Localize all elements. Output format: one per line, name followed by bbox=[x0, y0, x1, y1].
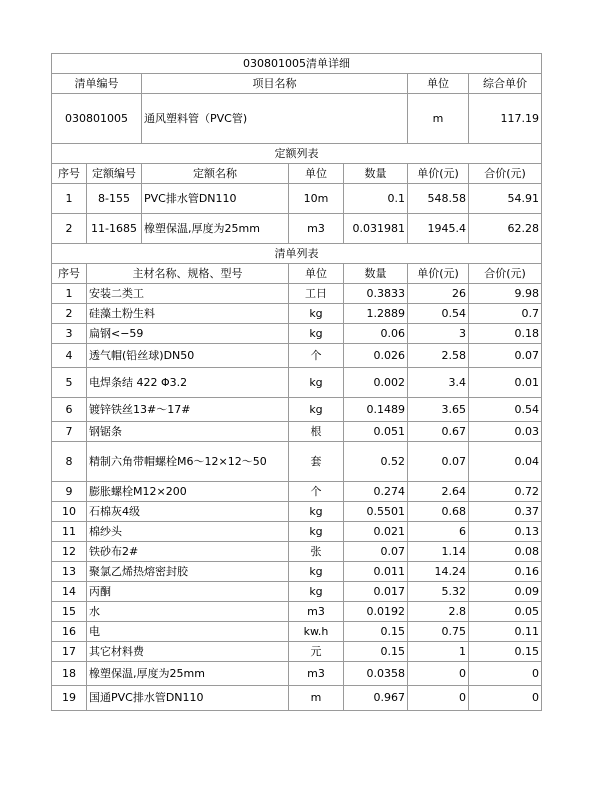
quota-name: 橡塑保温,厚度为25mm bbox=[142, 214, 289, 244]
bill-code: 030801005 bbox=[52, 94, 142, 144]
material-row bbox=[52, 522, 542, 542]
material-name: 安装二类工 bbox=[87, 284, 289, 304]
material-row bbox=[52, 562, 542, 582]
material-unit: kg bbox=[289, 398, 344, 422]
material-unit: kg bbox=[289, 324, 344, 344]
material-qty: 0.5501 bbox=[344, 502, 408, 522]
material-seq: 2 bbox=[52, 304, 87, 324]
material-section-title: 清单列表 bbox=[52, 244, 542, 264]
material-total: 0.05 bbox=[469, 602, 542, 622]
material-unit: kg bbox=[289, 502, 344, 522]
material-price: 14.24 bbox=[408, 562, 469, 582]
material-seq: 3 bbox=[52, 324, 87, 344]
material-row bbox=[52, 602, 542, 622]
quota-unit-header: 单位 bbox=[289, 164, 344, 184]
material-unit: kg bbox=[289, 368, 344, 398]
material-price: 0.67 bbox=[408, 422, 469, 442]
quota-code: 8-155 bbox=[87, 184, 142, 214]
material-row bbox=[52, 422, 542, 442]
bill-price-header: 综合单价 bbox=[469, 74, 542, 94]
material-seq: 13 bbox=[52, 562, 87, 582]
material-price: 0.75 bbox=[408, 622, 469, 642]
bill-header-row bbox=[52, 74, 542, 94]
quota-code-header: 定额编号 bbox=[87, 164, 142, 184]
material-row bbox=[52, 368, 542, 398]
material-row bbox=[52, 686, 542, 711]
material-name: 棉纱头 bbox=[87, 522, 289, 542]
quota-qty: 0.031981 bbox=[344, 214, 408, 244]
material-qty: 0.002 bbox=[344, 368, 408, 398]
material-name: 国通PVC排水管DN110 bbox=[87, 686, 289, 711]
bill-unit: m bbox=[408, 94, 469, 144]
material-price: 2.64 bbox=[408, 482, 469, 502]
material-price: 0.54 bbox=[408, 304, 469, 324]
material-total: 9.98 bbox=[469, 284, 542, 304]
material-name: 膨胀螺栓M12×200 bbox=[87, 482, 289, 502]
material-qty: 0.274 bbox=[344, 482, 408, 502]
material-qty: 0.52 bbox=[344, 442, 408, 482]
material-qty: 0.1489 bbox=[344, 398, 408, 422]
material-total: 0.04 bbox=[469, 442, 542, 482]
material-qty: 0.06 bbox=[344, 324, 408, 344]
material-qty-header: 数量 bbox=[344, 264, 408, 284]
material-unit: kg bbox=[289, 522, 344, 542]
material-qty: 0.15 bbox=[344, 622, 408, 642]
material-total: 0.15 bbox=[469, 642, 542, 662]
material-total: 0.16 bbox=[469, 562, 542, 582]
material-price: 0.07 bbox=[408, 442, 469, 482]
material-seq: 1 bbox=[52, 284, 87, 304]
bill-code-header: 清单编号 bbox=[52, 74, 142, 94]
material-unit: 个 bbox=[289, 344, 344, 368]
material-unit: kg bbox=[289, 304, 344, 324]
material-row bbox=[52, 622, 542, 642]
material-price: 5.32 bbox=[408, 582, 469, 602]
material-seq: 4 bbox=[52, 344, 87, 368]
quota-seq-header: 序号 bbox=[52, 164, 87, 184]
sheet-title: 030801005清单详细 bbox=[52, 54, 542, 74]
material-unit: kw.h bbox=[289, 622, 344, 642]
bill-row bbox=[52, 94, 542, 144]
material-unit: kg bbox=[289, 562, 344, 582]
quota-price-header: 单价(元) bbox=[408, 164, 469, 184]
material-total: 0 bbox=[469, 686, 542, 711]
quota-total: 62.28 bbox=[469, 214, 542, 244]
material-name: 镀锌铁丝13#～17# bbox=[87, 398, 289, 422]
material-name: 丙酮 bbox=[87, 582, 289, 602]
material-row bbox=[52, 662, 542, 686]
quota-seq: 1 bbox=[52, 184, 87, 214]
material-row bbox=[52, 344, 542, 368]
quota-code: 11-1685 bbox=[87, 214, 142, 244]
material-seq: 17 bbox=[52, 642, 87, 662]
material-row bbox=[52, 502, 542, 522]
material-total: 0.37 bbox=[469, 502, 542, 522]
material-section-row bbox=[52, 244, 542, 264]
material-seq-header: 序号 bbox=[52, 264, 87, 284]
material-total: 0.18 bbox=[469, 324, 542, 344]
material-price: 2.58 bbox=[408, 344, 469, 368]
material-seq: 10 bbox=[52, 502, 87, 522]
material-seq: 5 bbox=[52, 368, 87, 398]
material-price: 2.8 bbox=[408, 602, 469, 622]
material-row bbox=[52, 304, 542, 324]
quota-qty: 0.1 bbox=[344, 184, 408, 214]
material-seq: 11 bbox=[52, 522, 87, 542]
material-row bbox=[52, 582, 542, 602]
material-qty: 0.017 bbox=[344, 582, 408, 602]
material-name: 精制六角带帽螺栓M6～12×12～50 bbox=[87, 442, 289, 482]
material-unit: 工日 bbox=[289, 284, 344, 304]
material-qty: 0.026 bbox=[344, 344, 408, 368]
material-seq: 6 bbox=[52, 398, 87, 422]
quota-header-row bbox=[52, 164, 542, 184]
material-seq: 16 bbox=[52, 622, 87, 642]
quota-name: PVC排水管DN110 bbox=[142, 184, 289, 214]
material-qty: 0.967 bbox=[344, 686, 408, 711]
bill-name: 通风塑料管（PVC管) bbox=[142, 94, 408, 144]
title-row bbox=[52, 54, 542, 74]
material-unit: 张 bbox=[289, 542, 344, 562]
material-total: 0 bbox=[469, 662, 542, 686]
bill-detail-table bbox=[51, 53, 542, 711]
material-qty: 0.0358 bbox=[344, 662, 408, 686]
material-name-header: 主材名称、规格、型号 bbox=[87, 264, 289, 284]
material-price: 0 bbox=[408, 662, 469, 686]
material-seq: 15 bbox=[52, 602, 87, 622]
quota-price: 548.58 bbox=[408, 184, 469, 214]
material-price: 6 bbox=[408, 522, 469, 542]
material-qty: 1.2889 bbox=[344, 304, 408, 324]
material-total: 0.7 bbox=[469, 304, 542, 324]
material-unit-header: 单位 bbox=[289, 264, 344, 284]
material-seq: 9 bbox=[52, 482, 87, 502]
material-price-header: 单价(元) bbox=[408, 264, 469, 284]
material-price: 1.14 bbox=[408, 542, 469, 562]
material-price: 26 bbox=[408, 284, 469, 304]
quota-row bbox=[52, 214, 542, 244]
material-unit: 元 bbox=[289, 642, 344, 662]
material-total: 0.11 bbox=[469, 622, 542, 642]
material-name: 铁砂布2# bbox=[87, 542, 289, 562]
material-total: 0.08 bbox=[469, 542, 542, 562]
material-unit: m3 bbox=[289, 602, 344, 622]
material-row bbox=[52, 398, 542, 422]
quota-total: 54.91 bbox=[469, 184, 542, 214]
material-row bbox=[52, 642, 542, 662]
material-name: 电焊条结 422 Φ3.2 bbox=[87, 368, 289, 398]
quota-name-header: 定额名称 bbox=[142, 164, 289, 184]
material-name: 石棉灰4级 bbox=[87, 502, 289, 522]
material-qty: 0.011 bbox=[344, 562, 408, 582]
material-name: 橡塑保温,厚度为25mm bbox=[87, 662, 289, 686]
material-header-row bbox=[52, 264, 542, 284]
material-price: 3.4 bbox=[408, 368, 469, 398]
material-name: 电 bbox=[87, 622, 289, 642]
material-name: 扁钢<−59 bbox=[87, 324, 289, 344]
material-qty: 0.051 bbox=[344, 422, 408, 442]
material-price: 0.68 bbox=[408, 502, 469, 522]
material-qty: 0.3833 bbox=[344, 284, 408, 304]
material-unit: 根 bbox=[289, 422, 344, 442]
material-price: 0 bbox=[408, 686, 469, 711]
quota-qty-header: 数量 bbox=[344, 164, 408, 184]
quota-section-row bbox=[52, 144, 542, 164]
material-total: 0.07 bbox=[469, 344, 542, 368]
material-row bbox=[52, 482, 542, 502]
material-seq: 12 bbox=[52, 542, 87, 562]
material-name: 聚氯乙烯热熔密封胶 bbox=[87, 562, 289, 582]
material-qty: 0.07 bbox=[344, 542, 408, 562]
material-seq: 19 bbox=[52, 686, 87, 711]
material-row bbox=[52, 542, 542, 562]
material-row bbox=[52, 324, 542, 344]
quota-unit: 10m bbox=[289, 184, 344, 214]
material-total: 0.01 bbox=[469, 368, 542, 398]
bill-name-header: 项目名称 bbox=[142, 74, 408, 94]
material-unit: 个 bbox=[289, 482, 344, 502]
material-total: 0.03 bbox=[469, 422, 542, 442]
material-total: 0.72 bbox=[469, 482, 542, 502]
material-qty: 0.021 bbox=[344, 522, 408, 542]
quota-row bbox=[52, 184, 542, 214]
material-name: 其它材料费 bbox=[87, 642, 289, 662]
material-seq: 7 bbox=[52, 422, 87, 442]
quota-seq: 2 bbox=[52, 214, 87, 244]
material-total: 0.09 bbox=[469, 582, 542, 602]
material-name: 钢锯条 bbox=[87, 422, 289, 442]
material-qty: 0.15 bbox=[344, 642, 408, 662]
material-price: 3 bbox=[408, 324, 469, 344]
material-name: 透气帽(铅丝球)DN50 bbox=[87, 344, 289, 368]
quota-total-header: 合价(元) bbox=[469, 164, 542, 184]
material-unit: m3 bbox=[289, 662, 344, 686]
bill-unit-header: 单位 bbox=[408, 74, 469, 94]
material-seq: 18 bbox=[52, 662, 87, 686]
material-price: 3.65 bbox=[408, 398, 469, 422]
material-unit: kg bbox=[289, 582, 344, 602]
material-qty: 0.0192 bbox=[344, 602, 408, 622]
material-row bbox=[52, 442, 542, 482]
quota-price: 1945.4 bbox=[408, 214, 469, 244]
material-seq: 14 bbox=[52, 582, 87, 602]
quota-unit: m3 bbox=[289, 214, 344, 244]
material-total: 0.13 bbox=[469, 522, 542, 542]
material-unit: m bbox=[289, 686, 344, 711]
material-unit: 套 bbox=[289, 442, 344, 482]
material-seq: 8 bbox=[52, 442, 87, 482]
material-name: 硅藻土粉生料 bbox=[87, 304, 289, 324]
material-total: 0.54 bbox=[469, 398, 542, 422]
bill-price: 117.19 bbox=[469, 94, 542, 144]
material-name: 水 bbox=[87, 602, 289, 622]
quota-section-title: 定额列表 bbox=[52, 144, 542, 164]
material-row bbox=[52, 284, 542, 304]
material-price: 1 bbox=[408, 642, 469, 662]
material-total-header: 合价(元) bbox=[469, 264, 542, 284]
